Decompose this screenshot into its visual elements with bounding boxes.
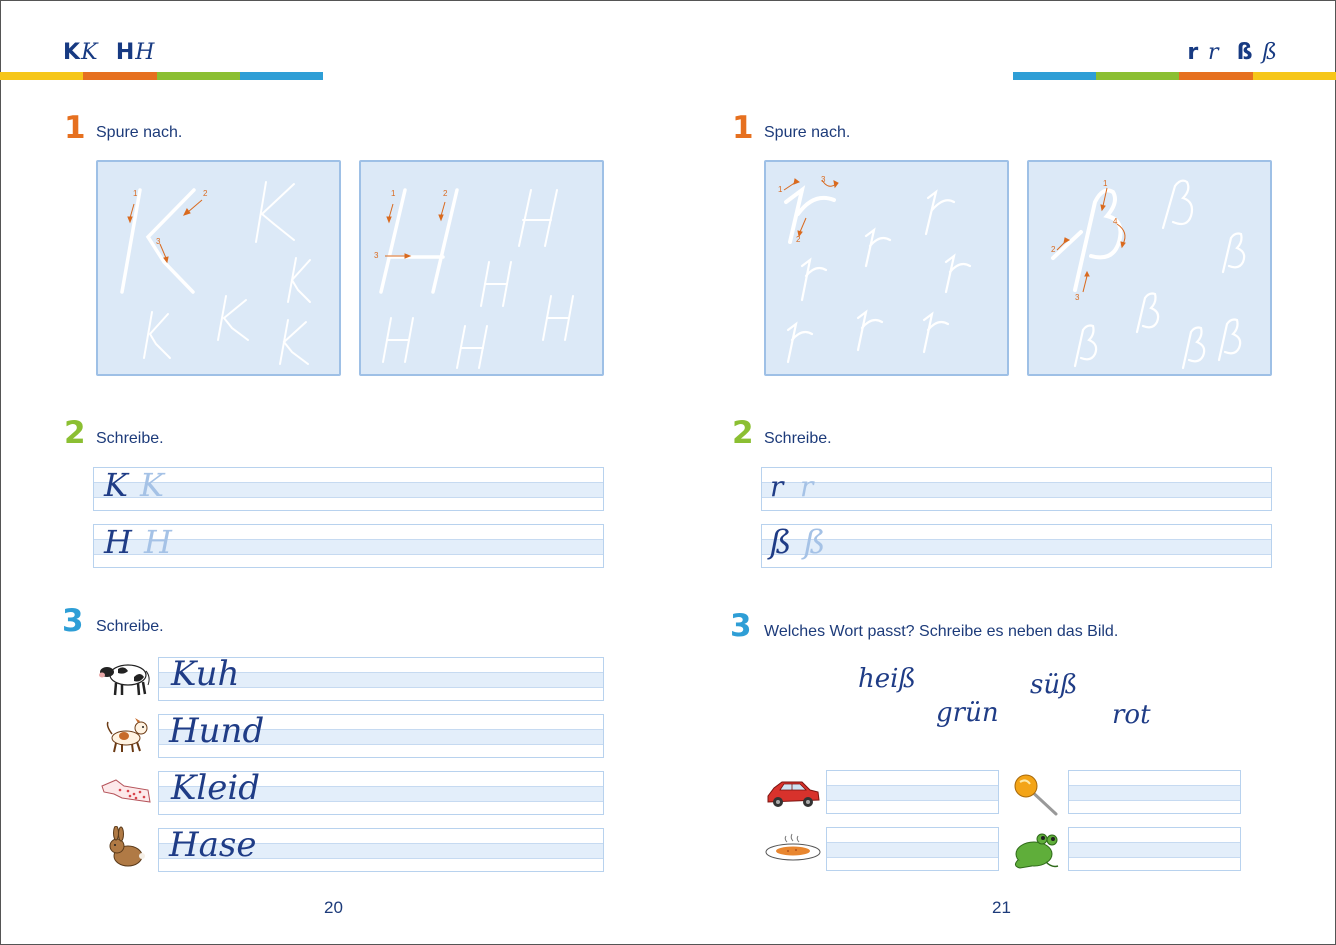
stroke-number: 3	[156, 237, 161, 246]
right-page-header	[1187, 40, 1278, 65]
stroke-number: 3	[374, 251, 379, 260]
header-cursive-H: H	[135, 40, 156, 65]
soup-icon	[764, 832, 822, 866]
header-cursive-r: r	[1207, 40, 1220, 65]
task-number-2: 2	[732, 415, 754, 451]
stroke-number: 1	[778, 185, 783, 194]
answer-lines-soup[interactable]	[826, 827, 999, 871]
writing-lines-kuh[interactable]	[158, 654, 604, 701]
faint-letter: ß	[804, 523, 826, 561]
lollipop-icon	[1012, 772, 1060, 816]
stroke-number: 2	[443, 189, 448, 198]
task-instruction-2: Schreibe.	[96, 430, 164, 447]
model-letter: H	[104, 523, 132, 561]
task-instruction-3: Schreibe.	[96, 618, 164, 635]
stroke-number: 2	[796, 235, 801, 244]
answer-lines-frog[interactable]	[1068, 827, 1241, 871]
stroke-number: 2	[1051, 245, 1056, 254]
header-cursive-K: K	[81, 40, 99, 65]
task-number-1: 1	[732, 110, 754, 146]
color-stripe	[0, 72, 323, 80]
task-instruction-3: Welches Wort passt? Schreibe es neben das Bild.	[764, 623, 1119, 640]
task-number-3: 3	[730, 608, 752, 644]
task-number-1: 1	[64, 110, 86, 146]
writing-lines-hund[interactable]	[158, 711, 604, 758]
task-instruction-2: Schreibe.	[764, 430, 832, 447]
stroke-number: 2	[203, 189, 208, 198]
word-bank-suess: süß	[1030, 670, 1078, 700]
dress-icon	[100, 776, 152, 806]
stroke-number: 1	[1103, 179, 1108, 188]
word-bank-heiss: heiß	[858, 664, 916, 694]
page-number: 21	[992, 898, 1011, 917]
frog-icon	[1010, 830, 1060, 870]
word-bank-rot: rot	[1112, 700, 1151, 730]
task-instruction-1: Spure nach.	[764, 124, 851, 141]
word-bank-gruen: grün	[936, 698, 999, 728]
answer-lines-car[interactable]	[826, 770, 999, 814]
model-word: Kleid	[171, 768, 261, 808]
trace-box-K[interactable]	[96, 160, 341, 376]
car-icon	[764, 776, 822, 810]
stroke-number: 1	[391, 189, 396, 198]
cow-icon	[98, 657, 152, 697]
faint-letter: H	[144, 523, 172, 561]
model-letter: r	[770, 470, 784, 503]
faint-letter: K	[140, 466, 164, 504]
header-cursive-sz: ß	[1262, 40, 1278, 65]
writing-lines-H[interactable]	[93, 524, 604, 568]
header-print-H: H	[115, 40, 136, 65]
header-print-r: r	[1187, 40, 1200, 65]
stroke-number: 1	[133, 189, 138, 198]
writing-lines-sz[interactable]	[761, 524, 1272, 568]
rabbit-icon	[106, 826, 146, 868]
page-number: 20	[324, 898, 343, 917]
writing-lines-r[interactable]	[761, 467, 1272, 511]
writing-lines-kleid[interactable]	[158, 768, 604, 815]
answer-lines-lollipop[interactable]	[1068, 770, 1241, 814]
task-instruction-1: Spure nach.	[96, 124, 183, 141]
header-print-K: K	[63, 40, 82, 65]
trace-box-sz[interactable]	[1027, 160, 1272, 376]
trace-box-H[interactable]	[359, 160, 604, 376]
faint-letter: r	[800, 470, 814, 503]
model-letter: ß	[770, 523, 792, 561]
left-page-header	[63, 40, 155, 65]
stroke-number: 4	[1113, 217, 1118, 226]
stroke-number: 3	[821, 175, 826, 184]
color-stripe	[1013, 72, 1336, 80]
model-letter: K	[104, 466, 128, 504]
model-word: Kuh	[171, 654, 240, 694]
task-number-2: 2	[64, 415, 86, 451]
writing-lines-K[interactable]	[93, 467, 604, 511]
header-print-sz: ß	[1236, 40, 1254, 65]
trace-box-r[interactable]	[764, 160, 1009, 376]
task-number-3: 3	[62, 603, 84, 639]
model-word: Hase	[169, 825, 257, 865]
right-page	[668, 0, 1336, 945]
dog-icon	[104, 716, 150, 754]
writing-lines-hase[interactable]	[158, 825, 604, 872]
stroke-number: 3	[1075, 293, 1080, 302]
model-word: Hund	[169, 711, 265, 751]
